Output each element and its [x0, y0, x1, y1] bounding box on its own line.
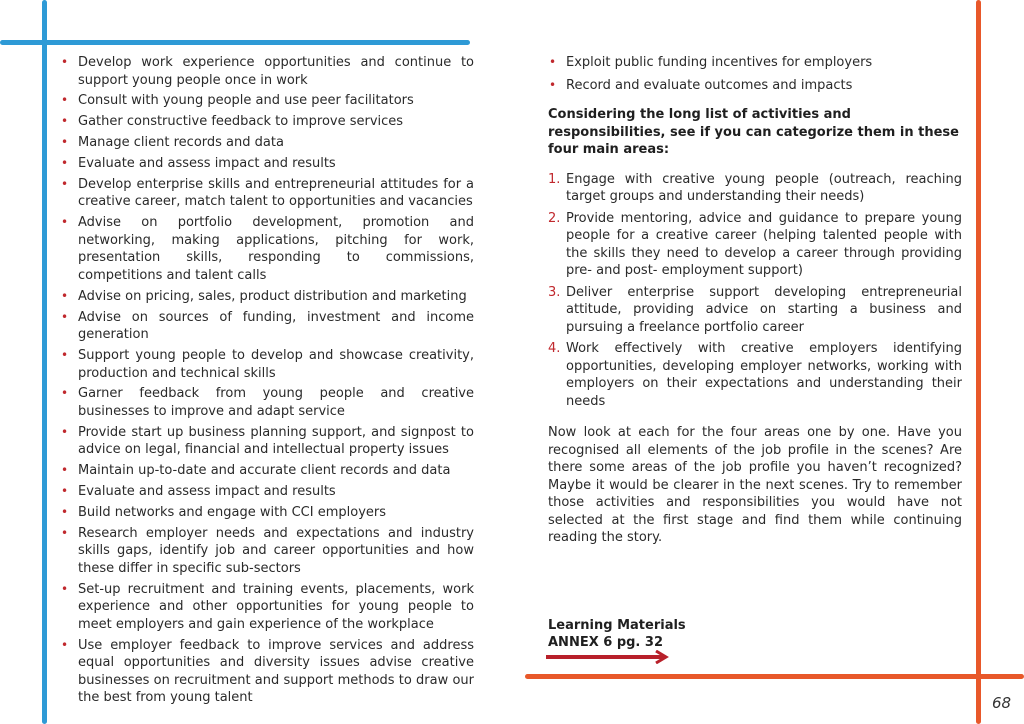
list-item-text: Develop work experience opportunities and continue to support young people once in work — [78, 55, 474, 88]
area-text: Deliver enterprise support developing entrepreneurial attitude, providing advice on starting a business and pursuing a freelance portfolio career — [566, 284, 962, 335]
list-item — [60, 385, 474, 420]
list-item — [548, 54, 962, 72]
learning-materials-annex: ANNEX 6 pg. 32 — [548, 635, 663, 650]
area-item — [548, 340, 962, 410]
list-item — [60, 54, 474, 89]
area-number: 1. — [548, 171, 561, 187]
learning-materials[interactable] — [548, 617, 686, 651]
area-item — [548, 284, 962, 337]
bullet-icon: • — [61, 176, 69, 191]
list-item-text: Consult with young people and use peer facilitators — [78, 93, 414, 109]
list-item — [60, 214, 474, 284]
bullet-icon: • — [61, 156, 69, 171]
bullet-icon: • — [549, 77, 557, 92]
area-number: 2. — [548, 210, 561, 226]
blue-vertical-rule — [42, 0, 47, 724]
list-item-text: Develop enterprise skills and entrepreneurial attitudes for a creative career, match talent to opportunities and vacancies — [78, 176, 474, 210]
bullet-icon: • — [61, 484, 69, 499]
area-item — [548, 171, 962, 206]
bullet-icon: • — [61, 348, 69, 363]
blue-horizontal-rule — [0, 40, 470, 45]
list-item-text: Manage client records and data — [78, 135, 284, 151]
list-item-text: Build networks and engage with CCI employers — [78, 504, 387, 520]
area-number: 3. — [548, 284, 561, 300]
activities-list-continued — [548, 54, 962, 94]
list-item — [60, 525, 474, 578]
list-item-text: Advise on portfolio development, promotion and networking, making applications, pitching for work, presentation skills, responding to commissions, competitions and talent calls — [78, 215, 474, 283]
list-item — [60, 504, 474, 522]
bullet-icon: • — [61, 637, 69, 652]
list-item-text: Set-up recruitment and training events, placements, work experience and other opportunities for young people to meet employers and gain experience of the workplace — [78, 581, 474, 632]
right-column — [548, 54, 962, 547]
area-text: Work effectively with creative employers identifying opportunities, developing employer networks, working with employers on their expectations and understanding their needs — [566, 341, 962, 409]
arrow-right-icon — [546, 650, 674, 664]
bullet-icon: • — [61, 386, 69, 401]
bullet-icon: • — [61, 215, 69, 230]
list-item — [548, 77, 962, 95]
bullet-icon: • — [61, 463, 69, 478]
bullet-icon: • — [61, 135, 69, 150]
areas-list — [548, 171, 962, 411]
list-item-text: Advise on pricing, sales, product distribution and marketing — [78, 288, 467, 304]
bullet-icon: • — [61, 504, 69, 519]
list-item-text: Use employer feedback to improve services and address equal opportunities and diversity issues advise creative businesses on recruitment and support methods to draw our the best from young talent — [78, 637, 474, 706]
bullet-icon: • — [61, 309, 69, 324]
list-item — [60, 483, 474, 501]
bullet-icon: • — [61, 55, 69, 69]
list-item — [60, 424, 474, 459]
list-item — [60, 637, 474, 707]
list-item-text: Provide start up business planning support, and signpost to advice on legal, financial and intellectual property issues — [78, 424, 474, 458]
list-item-text: Record and evaluate outcomes and impacts — [566, 77, 853, 93]
bullet-icon: • — [61, 93, 69, 108]
area-text: Engage with creative young people (outreach, reaching target groups and understanding their needs) — [566, 171, 962, 204]
list-item-text: Evaluate and assess impact and results — [78, 484, 336, 500]
area-item — [548, 210, 962, 280]
list-item — [60, 92, 474, 110]
list-item — [60, 288, 474, 306]
areas-heading: Considering the long list of activities and responsibilities, see if you can categorize them in these four main areas: — [548, 107, 959, 157]
bullet-icon: • — [549, 55, 557, 69]
list-item — [60, 155, 474, 173]
list-item — [60, 309, 474, 344]
list-item-text: Garner feedback from young people and creative businesses to improve and adapt service — [78, 386, 474, 419]
list-item — [60, 113, 474, 131]
learning-materials-title: Learning Materials — [548, 618, 686, 633]
list-item — [60, 462, 474, 480]
list-item — [60, 347, 474, 382]
bullet-icon: • — [61, 424, 69, 439]
left-column — [60, 54, 474, 710]
list-item-text: Support young people to develop and showcase creativity, production and technical skills — [78, 348, 474, 381]
page-number: 68 — [992, 694, 1012, 712]
list-item — [60, 134, 474, 152]
instruction-paragraph: Now look at each for the four areas one by one. Have you recognised all elements of the job profile in the scenes? Are there some areas of the job profile you haven’t recognized? Maybe it would be clearer in the next scenes. Try to remember those activities and responsibilities you would have not selected at the first stage and find them while continuing reading the story. — [548, 425, 962, 545]
orange-vertical-rule — [976, 0, 981, 724]
list-item — [60, 581, 474, 634]
list-item-text: Evaluate and assess impact and results — [78, 156, 336, 172]
list-item-text: Advise on sources of funding, investment and income generation — [78, 309, 474, 343]
list-item-text: Exploit public funding incentives for employers — [566, 55, 873, 70]
list-item-text: Maintain up-to-date and accurate client records and data — [78, 463, 451, 479]
bullet-icon: • — [61, 581, 69, 596]
area-number: 4. — [548, 341, 561, 356]
orange-horizontal-rule — [525, 674, 1024, 679]
list-item-text: Gather constructive feedback to improve services — [78, 114, 404, 130]
area-text: Provide mentoring, advice and guidance to prepare young people for a creative career (helping talented people with the skills they need to develop a career through providing pre- and post- employment support) — [566, 210, 962, 278]
bullet-icon: • — [61, 288, 69, 303]
activities-list — [60, 54, 474, 707]
list-item-text: Research employer needs and expectations and industry skills gaps, identify job and career opportunities and how these differ in specific sub-sectors — [78, 525, 474, 576]
list-item — [60, 176, 474, 211]
bullet-icon: • — [61, 525, 69, 540]
bullet-icon: • — [61, 114, 69, 129]
